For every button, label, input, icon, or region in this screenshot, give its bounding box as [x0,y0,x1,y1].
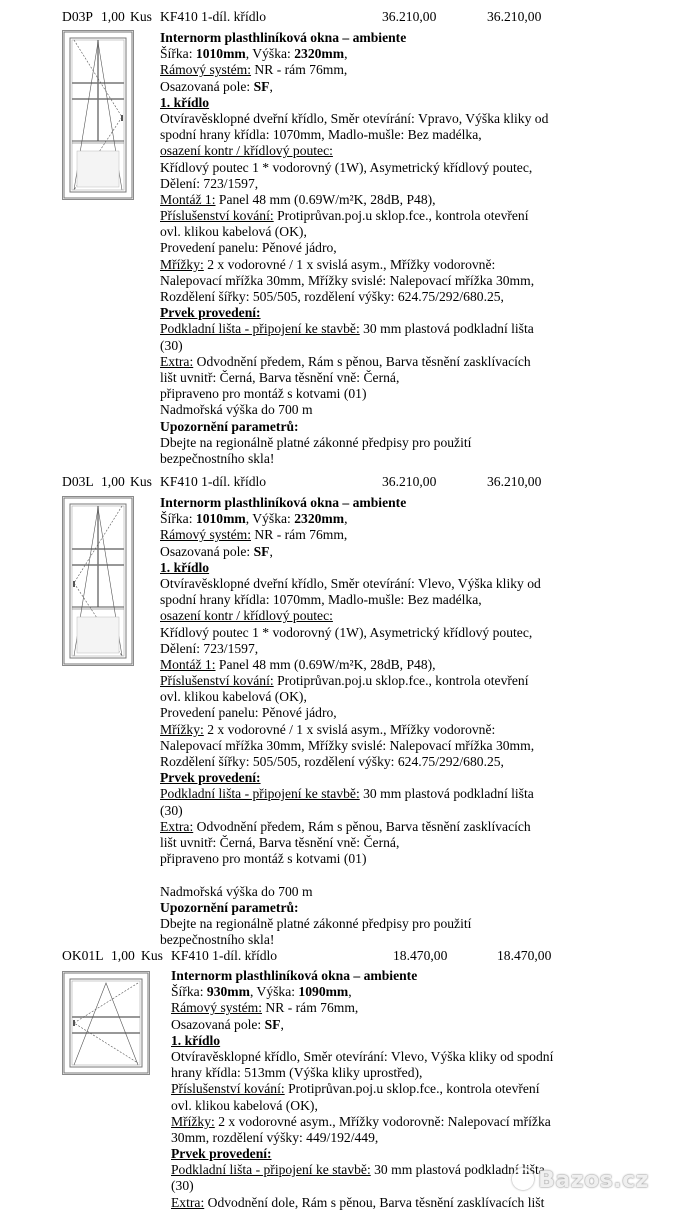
window-left-icon [63,972,149,1074]
sash-heading: 1. křídlo [160,559,210,575]
bazos-logo-icon [512,1168,534,1190]
item-description: Internorm plasthliníková okna – ambiente Šířka: 1010mm, Výška: 2320mm, Rámový systém: NR - rám 76mm, Osazovaná pole: SF, 1. křídlo Otvíravěsklopné dveřní křídlo, Směr otevírání: Vlevo, Výška kliky od spodní hrany křídla: 1070mm, Madlo-mušle: Bez madélka, osazení kontr / křídlový poutec: Křídlový poutec 1 * vodorovný (1W), Asymetrický křídlový poutec, Dělení: 723/1597, Montáž 1: Panel 48 mm (0.69W/m²K, 28dB, P48), Příslušenství kování: Protiprůvan.poj.u sklop.fce., kontrola otevření ovl. klikou kabelová (OK), Provedení panelu: Pěnové jádro, Mřížky: 2 x vodorovné / 1 x svislá asym., Mřížky vodorovně: Nalepovací mřížka 30mm, Mřížky svislé: Nalepovací mřížka 30mm, Rozdělení šířky: 505/505, rozdělení výšky: 624.75/292/680.25, Prvek provedení: Podkladní lišta - připojení ke stavbě: 30 mm plastová podkladní lišta (30) Extra: Odvodnění předem, Rám s pěnou, Barva těsnění zasklívacích lišt uvnitř: Černá, Barva těsnění vně: Černá, připraveno pro montáž s kotvami (01) Nadmořská výška do 700 m Upozornění parametrů: Dbejte na regionálně platné zákonné předpisy pro použití bezpečnostního skla! [160,495,580,948]
item-header [0,9,687,25]
warning-heading: Upozornění parametrů: [160,418,299,434]
exec-heading: Prvek provedení: [160,770,261,786]
item-unit-price: 18.470,00 [393,948,448,963]
item-title: Internorm plasthliníková okna – ambiente [160,495,407,510]
item-type: KF410 1-díl. křídlo [160,474,267,489]
dimensions-line: Šířka: 1010mm, Výška: 2320mm, [160,511,348,527]
item-unit: Kus [130,474,152,489]
item-type: KF410 1-díl. křídlo [171,948,278,963]
item-ok01l [0,948,687,1210]
item-code: D03P [62,9,93,24]
item-description: Internorm plasthliníková okna – ambiente Šířka: 1010mm, Výška: 2320mm, Rámový systém: NR - rám 76mm, Osazovaná pole: SF, 1. křídlo Otvíravěsklopné dveřní křídlo, Směr otevírání: Vpravo, Výška kliky od spodní hrany křídla: 1070mm, Madlo-mušle: Bez madélka, osazení kontr / křídlový poutec: Křídlový poutec 1 * vodorovný (1W), Asymetrický křídlový poutec, Dělení: 723/1597, Montáž 1: Panel 48 mm (0.69W/m²K, 28dB, P48), Příslušenství kování: Protiprůvan.poj.u sklop.fce., kontrola otevření ovl. klikou kabelová (OK), Provedení panelu: Pěnové jádro, Mřížky: 2 x vodorovné / 1 x svislá asym., Mřížky vodorovně: Nalepovací mřížka 30mm, Mřížky svislé: Nalepovací mřížka 30mm, Rozdělení šířky: 505/505, rozdělení výšky: 624.75/292/680.25, Prvek provedení: Podkladní lišta - připojení ke stavbě: 30 mm plastová podkladní lišta (30) Extra: Odvodnění předem, Rám s pěnou, Barva těsnění zasklívacích lišt uvnitř: Černá, Barva těsnění vně: Černá, připraveno pro montáž s kotvami (01) Nadmořská výška do 700 m Upozornění parametrů: Dbejte na regionálně platné zákonné předpisy pro použití bezpečnostního skla! [160,30,580,467]
item-title: Internorm plasthliníková okna – ambiente [171,968,418,983]
sash-heading: 1. křídlo [171,1032,221,1048]
item-unit: Kus [130,9,152,24]
item-qty: 1,00 [111,948,135,963]
item-code: OK01L [62,948,104,963]
watermark: Bazos.cz [512,1168,649,1190]
sash-heading: 1. křídlo [160,94,210,110]
door-right-icon [63,31,133,199]
exec-heading: Prvek provedení: [160,305,261,321]
item-qty: 1,00 [101,9,125,24]
dimensions-line: Šířka: 930mm, Výška: 1090mm, [171,984,352,1000]
item-type: KF410 1-díl. křídlo [160,9,267,24]
item-title: Internorm plasthliníková okna – ambiente [160,30,407,45]
warning-heading: Upozornění parametrů: [160,899,299,915]
item-code: D03L [62,474,94,489]
exec-heading: Prvek provedení: [171,1146,272,1162]
window-drawing [62,971,150,1075]
item-d03p [0,9,687,469]
item-description: Internorm plasthliníková okna – ambiente Šířka: 930mm, Výška: 1090mm, Rámový systém: NR - rám 76mm, Osazovaná pole: SF, 1. křídlo Otvíravěsklopné křídlo, Směr otevírání: Vlevo, Výška kliky od spodní hrany křídla: 513mm (Výška kliky uprostřed), Příslušenství kování: Protiprůvan.poj.u sklop.fce., kontrola otevření ovl. klikou kabelová (OK), Mřížky: 2 x vodorovné asym., Mřížky vodorovně: Nalepovací mřížka 30mm, rozdělení výšky: 449/192/449, Prvek provedení: Podkladní lišta - připojení ke stavbě: 30 mm plastová podkladní lišta (30) Extra: Odvodnění dole, Rám s pěnou, Barva těsnění zasklívacích lišt [171,968,591,1211]
item-unit: Kus [141,948,163,963]
item-d03l [0,474,687,948]
dimensions-line: Šířka: 1010mm, Výška: 2320mm, [160,46,348,62]
item-unit-price: 36.210,00 [382,474,437,489]
door-left-icon [63,497,133,665]
item-header [0,474,687,490]
item-header [0,948,687,964]
item-qty: 1,00 [101,474,125,489]
item-total-price: 36.210,00 [487,474,542,489]
item-total-price: 18.470,00 [497,948,552,963]
door-drawing [62,30,134,200]
door-drawing [62,496,134,666]
item-unit-price: 36.210,00 [382,9,437,24]
item-total-price: 36.210,00 [487,9,542,24]
